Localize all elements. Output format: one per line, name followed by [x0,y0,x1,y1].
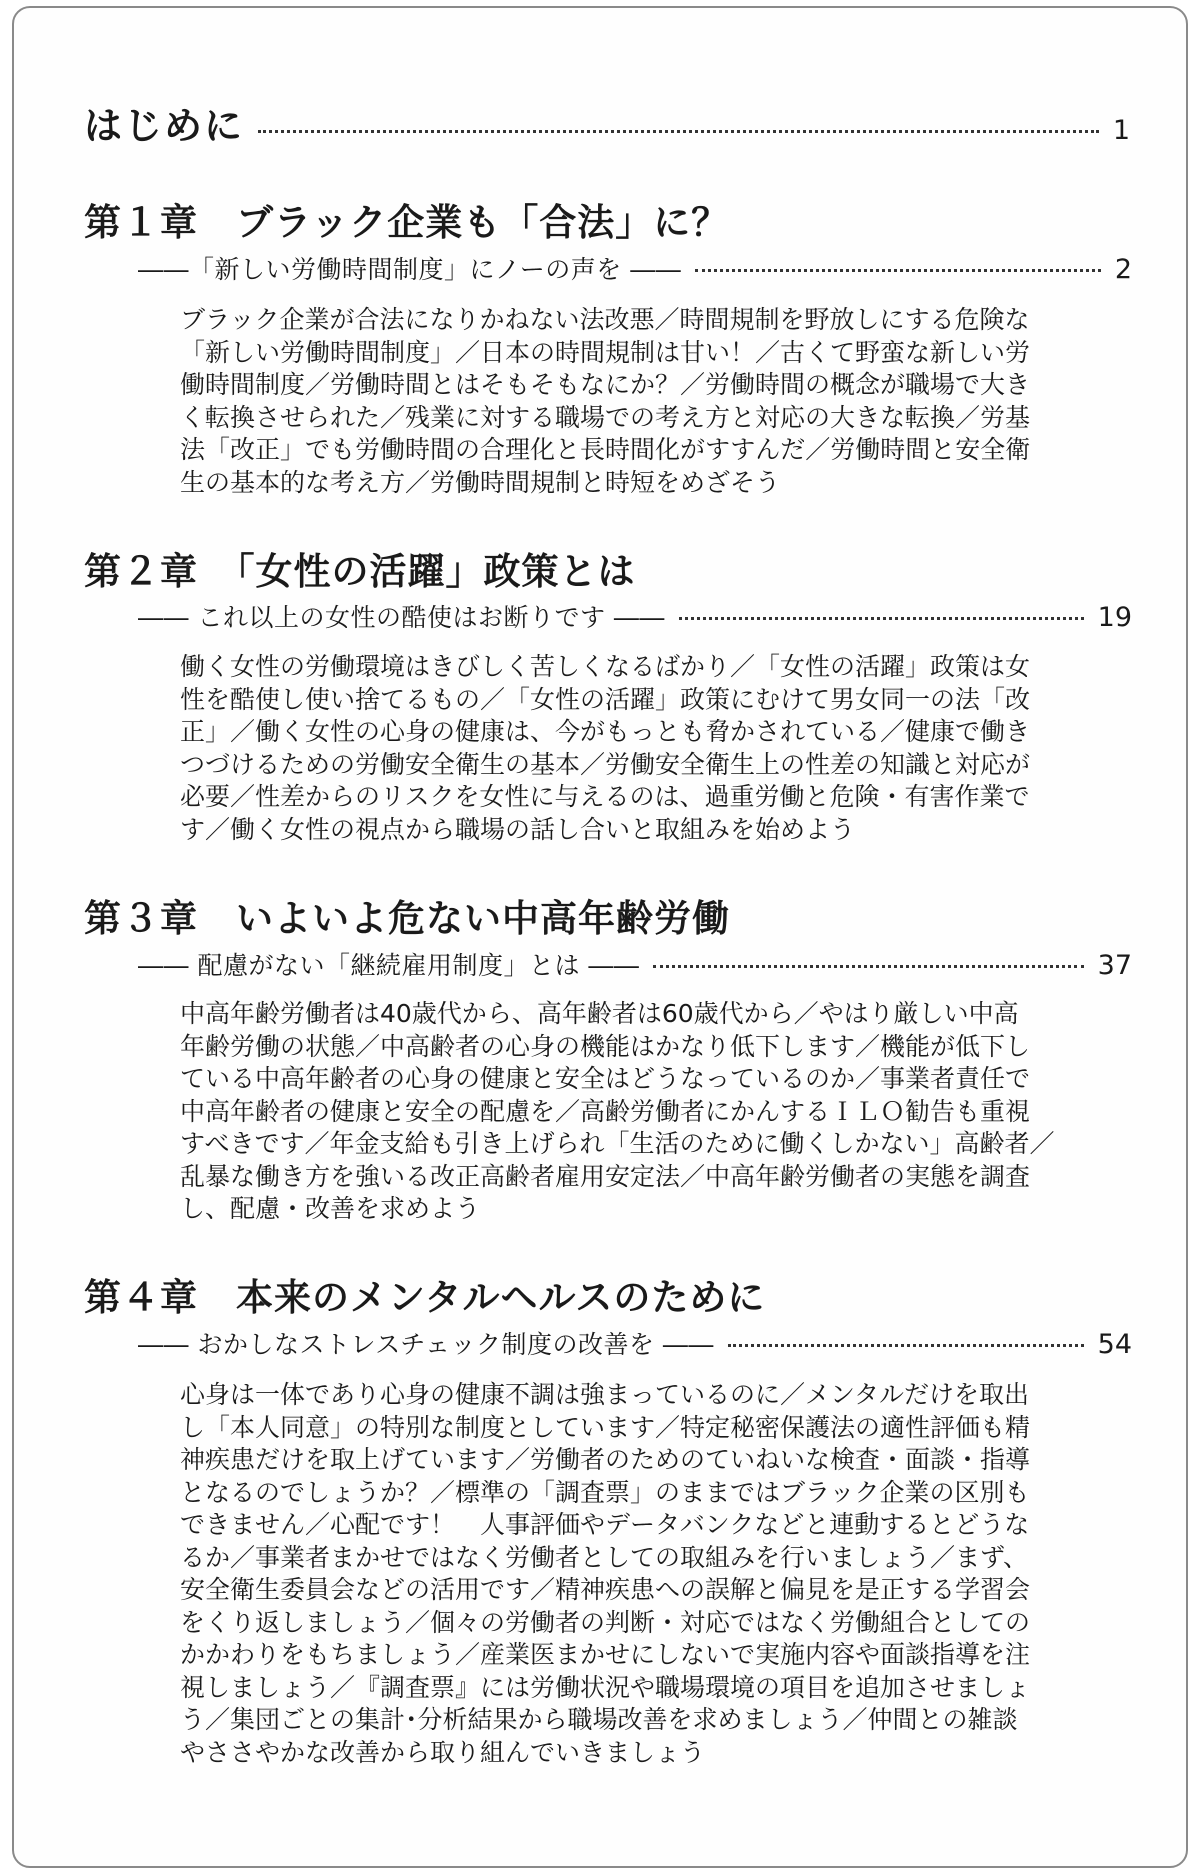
summary-line: 働く女性の労働環境はきびしく苦しくなるばかり／「女性の活躍」政策は女 [180,652,1031,681]
summary-line: すべきです／年金支給も引き上げられ「生活のために働くしかない」高齢者／ [180,1129,1055,1158]
summary-line: をくり返しましょう／個々の労働者の判断・対応ではなく労働組合としての [180,1607,1031,1637]
summary-line: 神疾患だけを取上げています／労働者のためのていねいな検査・面談・指導 [180,1445,1031,1474]
dot-leader [728,1344,1084,1347]
summary-line: 乱暴な働き方を強いる改正高齢者雇用安定法／中高年齢労働者の実態を調査 [180,1161,1031,1191]
chapter-3-entry[interactable] [138,946,1132,982]
summary-line: 性を酷使し使い捨てるもの／「女性の活躍」政策にむけて男女同一の法「改 [180,684,1031,714]
chapter-4-subtitle: ―― おかしなストレスチェック制度の改善を ―― [138,1330,714,1359]
chapter-1-summary [180,304,1080,499]
chapter-2-entry[interactable] [138,598,1132,634]
chapter-1-entry[interactable] [138,250,1132,286]
summary-line: 年齢労働の状態／中高齢者の心身の機能はかなり低下します／機能が低下し [180,1031,1031,1061]
chapter-1-page-number: 2 [1114,254,1132,285]
chapter-3-page-number: 37 [1097,950,1132,981]
summary-line: となるのでしょうか？／標準の「調査票」のままではブラック企業の区別も [180,1477,1030,1507]
chapter-2-heading[interactable]: 第２章 「女性の活躍」政策とは [84,550,636,593]
summary-line: やささやかな改善から取り組んでいきましょう [180,1737,706,1767]
chapter-3-heading[interactable]: 第３章 いよいよ危ない中高年齢労働 [84,897,730,940]
chapter-3-subtitle: ―― 配慮がない「継続雇用制度」とは ―― [138,951,640,980]
summary-line: ブラック企業が合法になりかねない法改悪／時間規制を野放しにする危険な [180,305,1030,334]
dot-leader [258,130,1099,133]
summary-line: 生の基本的な考え方／労働時間規制と時短をめざそう [180,467,781,497]
summary-line: 視しましょう／『調査票』には労働状況や職場環境の項目を追加させましょ [180,1672,1031,1702]
summary-line: 中高年齢労働者は40歳代から、高年齢者は60歳代から／やはり厳しい中高 [180,999,1019,1028]
summary-line: ている中高年齢者の心身の健康と安全はどうなっているのか／事業者責任で [180,1064,1031,1093]
toc-entry-intro[interactable] [84,95,1132,150]
chapter-1-subtitle: ――「新しい労働時間制度」にノーの声を ―― [138,255,682,284]
intro-page-number: 1 [1112,115,1132,146]
chapter-2-summary [180,651,1080,846]
chapter-4-heading[interactable]: 第４章 本来のメンタルヘルスのために [84,1276,766,1319]
summary-line: 心身は一体であり心身の健康不調は強まっているのに／メンタルだけを取出 [180,1380,1030,1409]
summary-line: 安全衛生委員会などの活用です／精神疾患への誤解と偏見を是正する学習会 [180,1575,1031,1604]
chapter-2-page-number: 19 [1097,602,1132,633]
summary-line: 「新しい労働時間制度」／日本の時間規制は甘い！／古くて野蛮な新しい労 [180,337,1031,367]
summary-line: す／働く女性の視点から職場の話し合いと取組みを始めよう [180,814,856,844]
chapter-1-heading[interactable]: 第１章 ブラック企業も「合法」に？ [84,201,730,244]
dot-leader [695,269,1101,272]
summary-line: かかわりをもちましょう／産業医まかせにしないで実施内容や面談指導を注 [180,1640,1031,1669]
summary-line: 働時間制度／労働時間とはそもそもなにか？／労働時間の概念が職場で大き [180,370,1031,399]
summary-line: く転換させられた／残業に対する職場での考え方と対応の大きな転換／労基 [180,402,1031,432]
chapter-4-page-number: 54 [1097,1329,1132,1360]
chapter-4-summary [180,1379,1080,1769]
chapter-3-summary [180,998,1080,1226]
summary-line: 必要／性差からのリスクを女性に与えるのは、過重労働と危険・有害作業で [180,782,1030,811]
summary-line: し「本人同意」の特別な制度としています／特定秘密保護法の適性評価も精 [180,1412,1031,1442]
summary-line: るか／事業者まかせではなく労働者としての取組みを行いましょう／まず、 [180,1542,1029,1572]
summary-line: し、配慮・改善を求めよう [180,1194,481,1223]
summary-line: つづけるための労働安全衛生の基本／労働安全衛生上の性差の知識と対応が [180,749,1031,779]
summary-line: 正」／働く女性の心身の健康は、今がもっとも脅かされている／健康で働き [180,717,1031,746]
chapter-2-subtitle: ―― これ以上の女性の酷使はお断りです ―― [138,603,665,632]
summary-line: う／集団ごとの集計･分析結果から職場改善を求めましょう／仲間との雑談 [180,1705,1018,1734]
summary-line: 法「改正」でも労働時間の合理化と長時間化がすすんだ／労働時間と安全衛 [180,435,1031,464]
chapter-4-entry[interactable] [138,1325,1132,1361]
dot-leader [653,965,1083,968]
intro-title: はじめに [84,104,245,148]
summary-line: できません／心配です！ 人事評価やデータバンクなどと連動するとどうな [180,1510,1030,1539]
summary-line: 中高年齢者の健康と安全の配慮を／高齢労働者にかんするＩＬＯ勧告も重視 [180,1096,1031,1126]
dot-leader [679,617,1084,620]
